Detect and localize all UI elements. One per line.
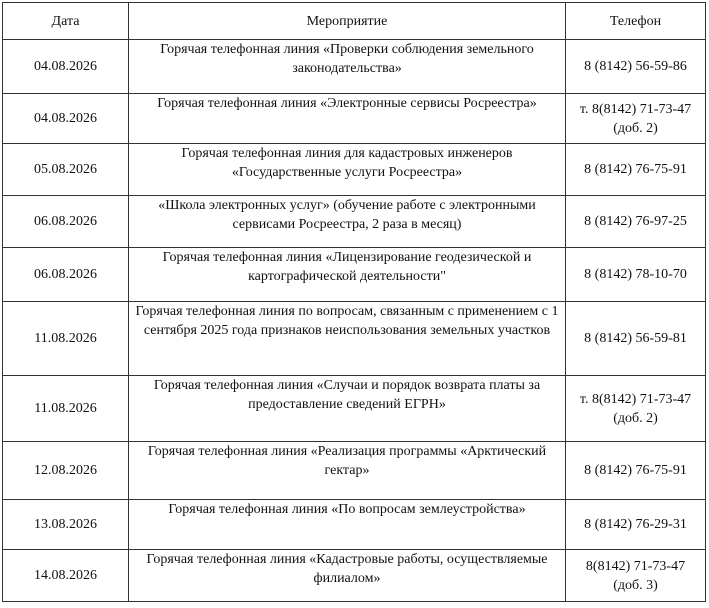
event-phone	[566, 376, 706, 442]
event-phone	[566, 94, 706, 144]
event-phone	[566, 40, 706, 94]
phone-extension: (доб. 3)	[613, 577, 658, 593]
event-phone	[566, 550, 706, 602]
table-row	[3, 196, 706, 248]
event-date: 05.08.2026	[3, 144, 129, 196]
event-date: 11.08.2026	[3, 376, 129, 442]
event-date: 12.08.2026	[3, 442, 129, 500]
event-title: «Школа электронных услуг» (обучение работе с электронными сервисами Росреестра, 2 раза в месяц)	[129, 196, 566, 248]
event-phone	[566, 144, 706, 196]
table-row	[3, 376, 706, 442]
event-phone	[566, 248, 706, 302]
event-date: 06.08.2026	[3, 196, 129, 248]
phone-number: 8 (8142) 76-75-91	[584, 463, 687, 478]
event-phone	[566, 196, 706, 248]
table-row	[3, 248, 706, 302]
table-row	[3, 40, 706, 94]
table-row	[3, 550, 706, 602]
event-title: Горячая телефонная линия для кадастровых инженеров «Государственные услуги Росреестра»	[129, 144, 566, 196]
phone-number: 8 (8142) 76-97-25	[584, 214, 687, 229]
events-schedule-table	[2, 2, 706, 602]
event-phone	[566, 442, 706, 500]
event-title: Горячая телефонная линия «По вопросам землеустройства»	[129, 500, 566, 550]
phone-number: т. 8(8142) 71-73-47	[579, 391, 692, 407]
event-date: 13.08.2026	[3, 500, 129, 550]
table-row	[3, 442, 706, 500]
phone-number: 8 (8142) 56-59-81	[584, 331, 687, 346]
header-row	[3, 3, 706, 40]
phone-number: 8 (8142) 56-59-86	[584, 59, 687, 74]
phone-extension: (доб. 2)	[613, 120, 658, 136]
event-date: 06.08.2026	[3, 248, 129, 302]
event-date: 14.08.2026	[3, 550, 129, 602]
phone-extension: (доб. 2)	[613, 410, 658, 426]
phone-number: 8 (8142) 76-29-31	[584, 517, 687, 532]
event-date: 04.08.2026	[3, 94, 129, 144]
column-header-date: Дата	[3, 3, 129, 40]
table-row	[3, 144, 706, 196]
event-title: Горячая телефонная линия «Случаи и порядок возврата платы за предоставление сведений ЕГРН»	[129, 376, 566, 442]
table-row	[3, 94, 706, 144]
phone-number: 8 (8142) 76-75-91	[584, 162, 687, 177]
event-title: Горячая телефонная линия по вопросам, связанным с применением с 1 сентября 2025 года признаков неиспользования земельных участков	[129, 302, 566, 376]
event-title: Горячая телефонная линия «Реализация программы «Арктический гектар»	[129, 442, 566, 500]
phone-number: 8 (8142) 78-10-70	[584, 267, 687, 282]
phone-number: т. 8(8142) 71-73-47	[579, 101, 692, 117]
event-title: Горячая телефонная линия «Проверки соблюдения земельного законодательства»	[129, 40, 566, 94]
table-body	[3, 40, 706, 602]
table-row	[3, 302, 706, 376]
phone-number: 8(8142) 71-73-47	[585, 558, 686, 574]
event-phone	[566, 302, 706, 376]
table-row	[3, 500, 706, 550]
event-date: 04.08.2026	[3, 40, 129, 94]
event-title: Горячая телефонная линия «Лицензирование геодезической и картографической деятельности"	[129, 248, 566, 302]
table-header	[3, 3, 706, 40]
column-header-event: Мероприятие	[129, 3, 566, 40]
event-date: 11.08.2026	[3, 302, 129, 376]
event-title: Горячая телефонная линия «Электронные сервисы Росреестра»	[129, 94, 566, 144]
event-title: Горячая телефонная линия «Кадастровые работы, осуществляемые филиалом»	[129, 550, 566, 602]
event-phone	[566, 500, 706, 550]
column-header-phone: Телефон	[566, 3, 706, 40]
